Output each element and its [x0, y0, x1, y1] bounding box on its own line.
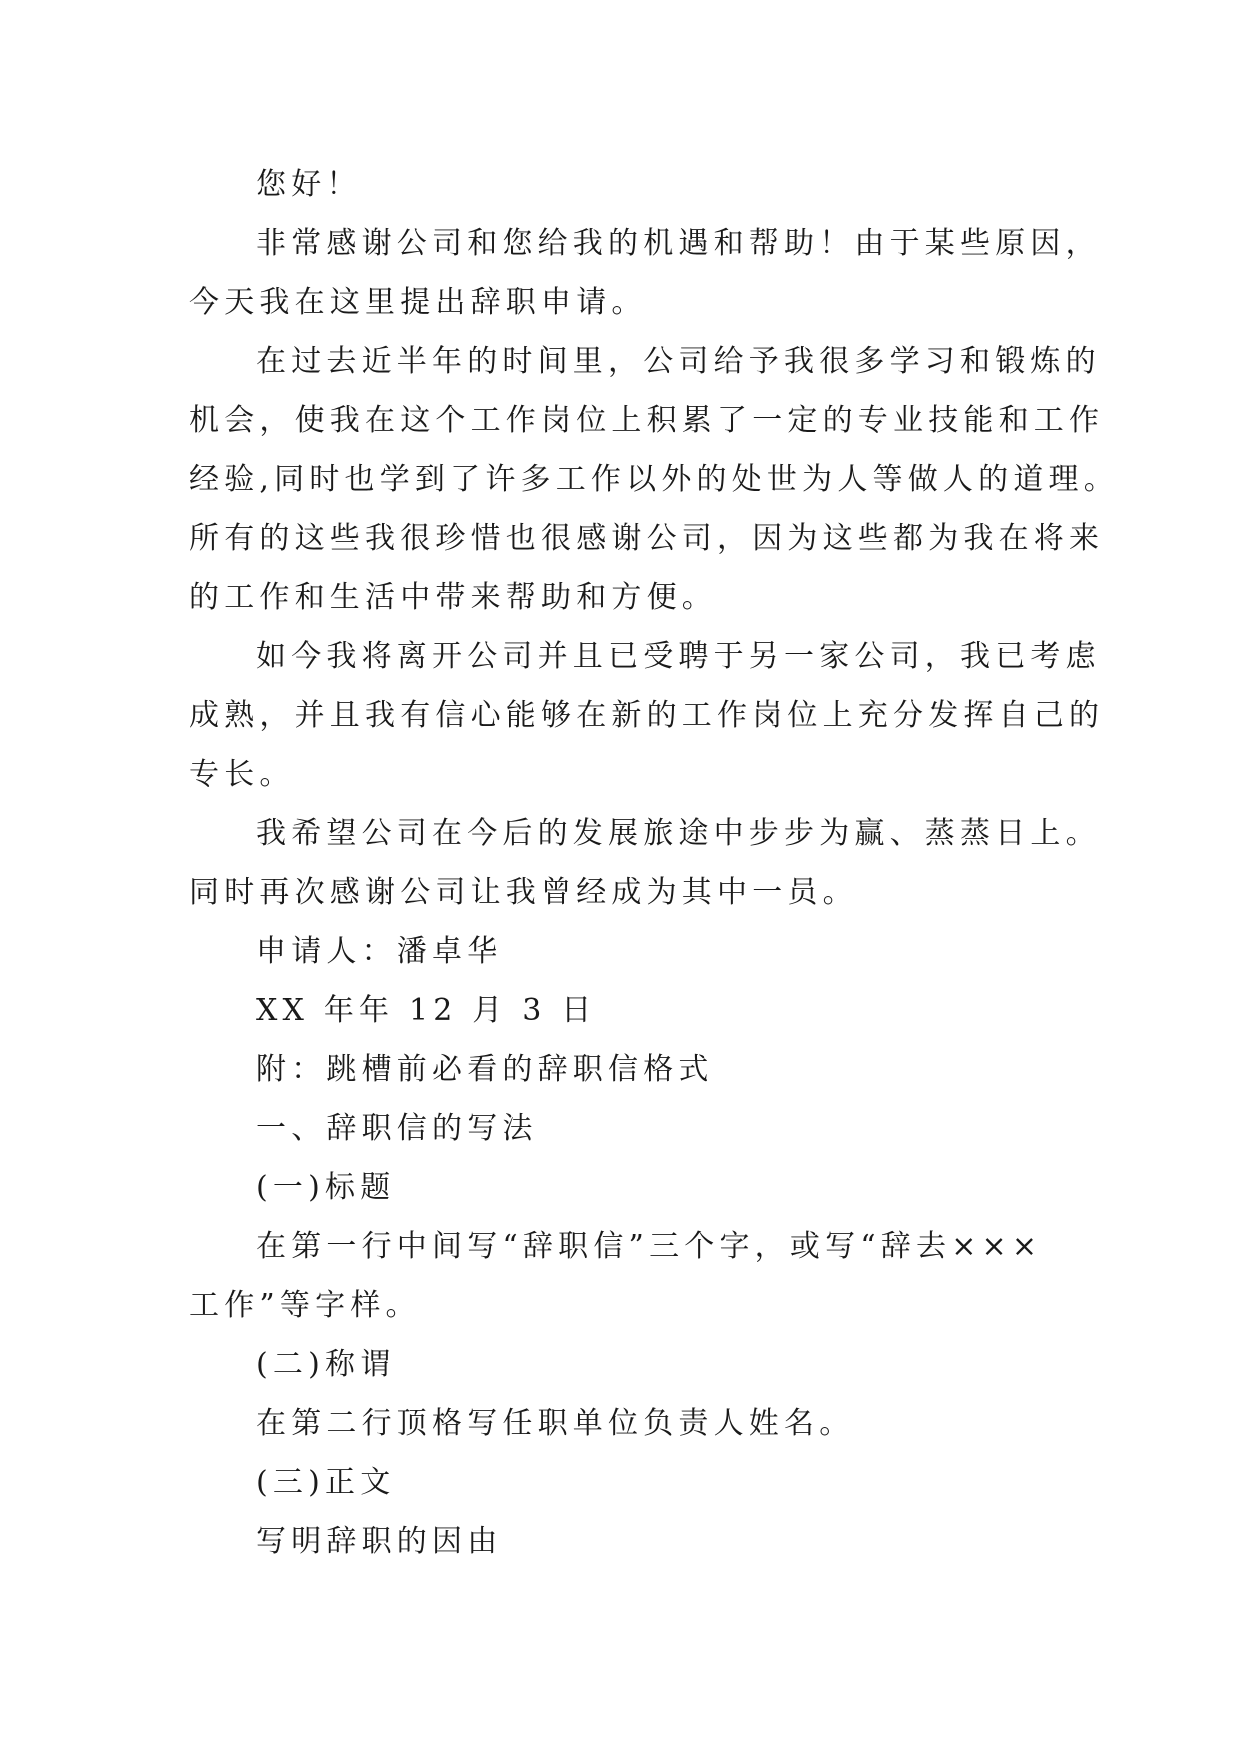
subsection-title-heading: (一)标题	[256, 1170, 396, 1205]
paragraph-line: 成熟，并且我有信心能够在新的工作岗位上充分发挥自己的	[189, 698, 1105, 733]
subsection-main-text-body: 写明辞职的因由	[256, 1524, 503, 1559]
paragraph-line: 在第一行中间写“辞职信”三个字，或写“辞去×××	[256, 1229, 1043, 1264]
section-title: 一、辞职信的写法	[256, 1111, 538, 1146]
paragraph-line: 经验,同时也学到了许多工作以外的处世为人等做人的道理。	[189, 462, 1119, 497]
greeting-line: 您好！	[256, 167, 362, 202]
subsection-heading-body	[189, 1217, 1049, 1335]
applicant-signature: 申请人：潘卓华	[256, 934, 503, 969]
appendix-title: 附：跳槽前必看的辞职信格式	[256, 1052, 714, 1087]
subsection-salutation-body: 在第二行顶格写任职单位负责人姓名。	[256, 1406, 855, 1441]
subsection-title-main-text: (三)正文	[256, 1465, 396, 1500]
paragraph-line: 同时再次感谢公司让我曾经成为其中一员。	[189, 875, 858, 910]
paragraph-experience	[189, 332, 1119, 627]
paragraph-line: 我希望公司在今后的发展旅途中步步为赢、蒸蒸日上。	[256, 816, 1101, 851]
paragraph-line: 机会，使我在这个工作岗位上积累了一定的专业技能和工作	[189, 403, 1105, 438]
paragraph-line: 所有的这些我很珍惜也很感谢公司，因为这些都为我在将来	[189, 521, 1105, 556]
paragraph-line: 如今我将离开公司并且已受聘于另一家公司，我已考虑	[256, 639, 1101, 674]
paragraph-line: 的工作和生活中带来帮助和方便。	[189, 580, 717, 615]
paragraph-line: 今天我在这里提出辞职申请。	[189, 285, 647, 320]
paragraph-thanks	[189, 214, 1101, 332]
letter-date: XX 年年 12 月 3 日	[256, 993, 597, 1028]
paragraph-new-job	[189, 627, 1105, 804]
letter-body	[189, 155, 1119, 1571]
paragraph-line: 工作”等字样。	[189, 1288, 421, 1323]
paragraph-line: 在过去近半年的时间里，公司给予我很多学习和锻炼的	[256, 344, 1101, 379]
greeting	[189, 155, 1049, 214]
subsection-title-salutation: (二)称谓	[256, 1347, 396, 1382]
paragraph-line: 非常感谢公司和您给我的机遇和帮助！由于某些原因，	[256, 226, 1101, 261]
paragraph-line: 专长。	[189, 757, 295, 792]
paragraph-wishes	[189, 804, 1101, 922]
